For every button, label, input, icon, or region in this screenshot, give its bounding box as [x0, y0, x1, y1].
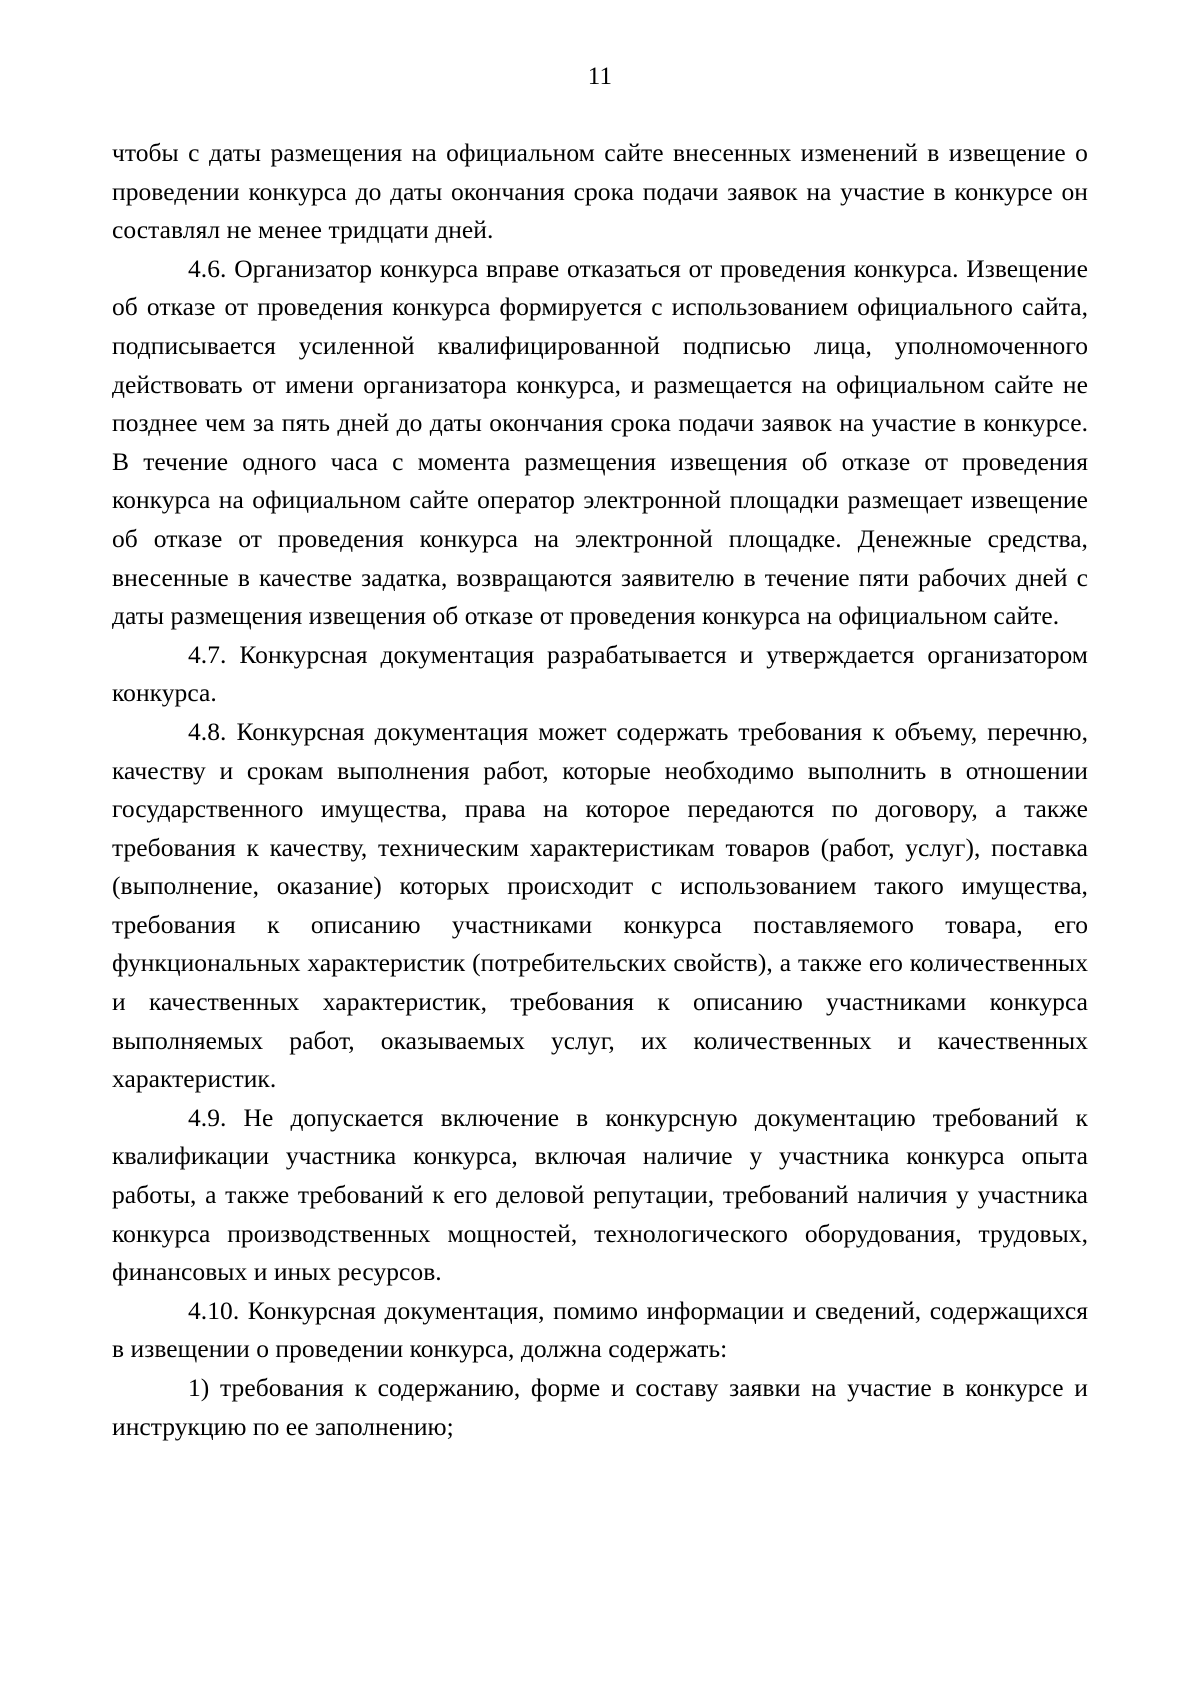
paragraph-4-8: 4.8. Конкурсная документация может содержать требования к объему, перечню, качеству и срокам выполнения работ, которые необходимо выполнить в отношении государственного имущества, права на которое передаются по договору, а также требования к качеству, техническим характеристикам товаров (работ, услуг), поставка (выполнение, оказание) которых происходит с использованием такого имущества, требования к описанию участниками конкурса поставляемого товара, его функциональных характеристик (потребительских свойств), а также его количественных и качественных характеристик, требования к описанию участниками конкурса выполняемых работ, оказываемых услуг, их количественных и качественных характеристик.: [112, 716, 1088, 1094]
paragraph-continued: чтобы с даты размещения на официальном сайте внесенных изменений в извещение о проведении конкурса до даты окончания срока подачи заявок на участие в конкурсе он составлял не менее тридцати дней.: [112, 138, 1088, 245]
paragraph-4-10: 4.10. Конкурсная документация, помимо информации и сведений, содержащихся в извещении о проведении конкурса, должна содержать:: [112, 1295, 1088, 1364]
paragraph-4-9: 4.9. Не допускается включение в конкурсную документацию требований к квалификации участника конкурса, включая наличие у участника конкурса опыта работы, а также требований к его деловой репутации, требований наличия у участника конкурса производственных мощностей, технологического оборудования, трудовых, финансовых и иных ресурсов.: [112, 1102, 1088, 1287]
document-body: [112, 134, 1088, 1446]
paragraph-4-6: 4.6. Организатор конкурса вправе отказаться от проведения конкурса. Извещение об отказе от проведения конкурса формируется с использованием официального сайта, подписывается усиленной квалифицированной подписью лица, уполномоченного действовать от имени организатора конкурса, и размещается на официальном сайте не позднее чем за пять дней до даты окончания срока подачи заявок на участие в конкурсе. В течение одного часа с момента размещения извещения об отказе от проведения конкурса на официальном сайте оператор электронной площадки размещает извещение об отказе от проведения конкурса на электронной площадке. Денежные средства, внесенные в качестве задатка, возвращаются заявителю в течение пяти рабочих дней с даты размещения извещения об отказе от проведения конкурса на официальном сайте.: [112, 253, 1088, 631]
paragraph-4-7: 4.7. Конкурсная документация разрабатывается и утверждается организатором конкурса.: [112, 639, 1088, 708]
paragraph-item-1: 1) требования к содержанию, форме и составу заявки на участие в конкурсе и инструкцию по ее заполнению;: [112, 1373, 1088, 1441]
page-number: 11: [587, 63, 613, 90]
